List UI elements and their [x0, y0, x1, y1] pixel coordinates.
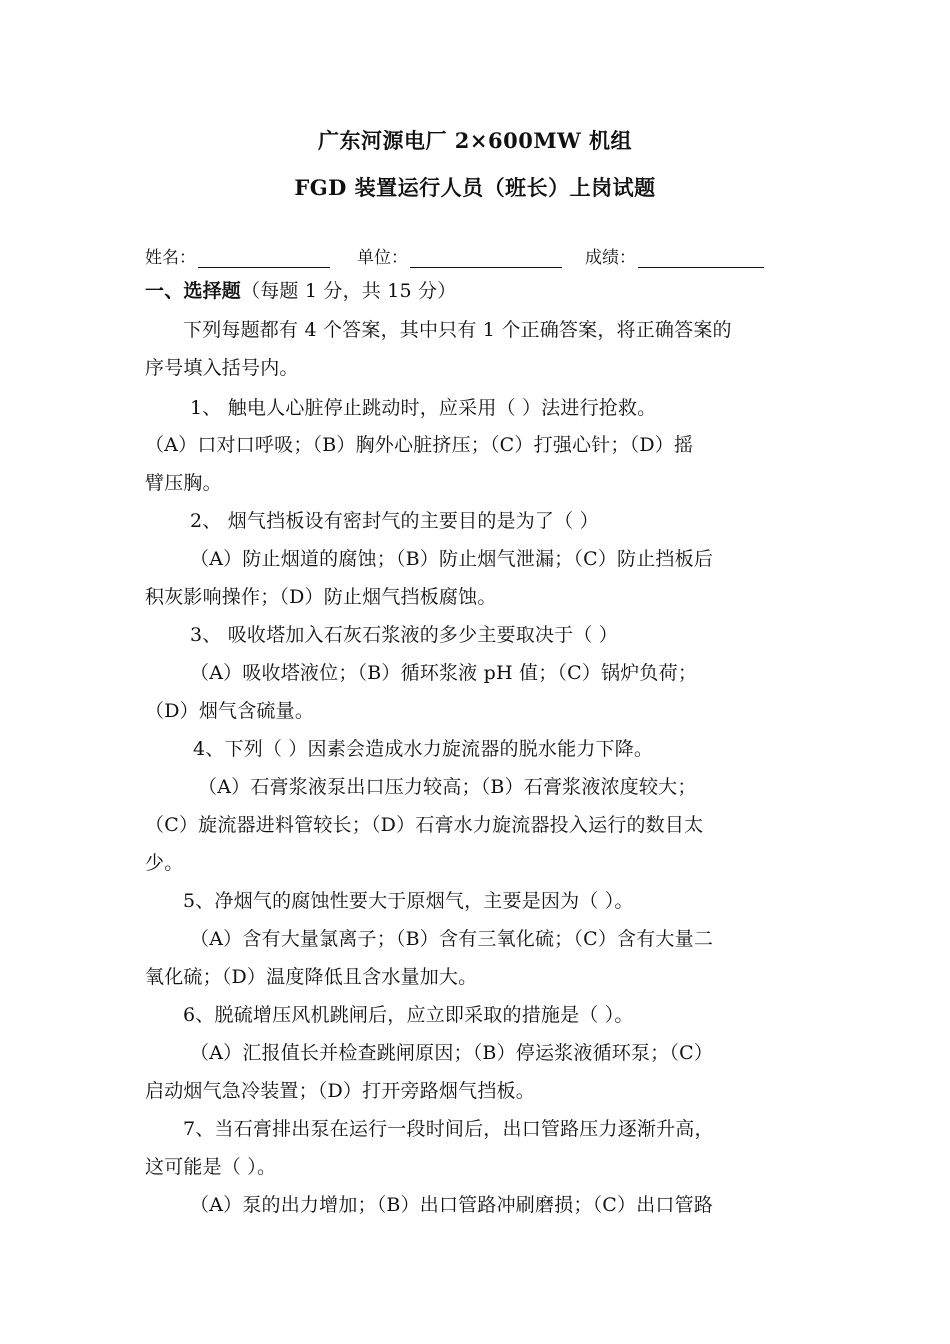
score-field[interactable] — [585, 243, 764, 268]
question-stem: 1、 触电人心脏停止跳动时，应采用（ ）法进行抢救。 — [190, 397, 657, 419]
question-options: 氧化硫；（D）温度降低且含水量加大。 — [145, 966, 478, 988]
unit-blank-line[interactable] — [410, 249, 562, 268]
question-options: 积灰影响操作；（D）防止烟气挡板腐蚀。 — [145, 586, 497, 608]
question-options: 启动烟气急冷装置；（D）打开旁路烟气挡板。 — [145, 1080, 535, 1102]
question-stem: 5、净烟气的腐蚀性要大于原烟气，主要是因为（ ）。 — [183, 890, 634, 912]
section-scoring-note: （每题 1 分，共 15 分） — [241, 280, 457, 302]
instruction-line: 下列每题都有 4 个答案，其中只有 1 个正确答案，将正确答案的 — [183, 319, 732, 341]
question-options: （C）旋流器进料管较长；（D）石膏水力旋流器投入运行的数目太 — [145, 814, 704, 836]
unit-label: 单位： — [357, 248, 408, 268]
question-options: 少。 — [145, 852, 184, 874]
name-blank-line[interactable] — [198, 249, 330, 268]
question-options: （A）含有大量氯离子；（B）含有三氧化硫；（C）含有大量二 — [190, 928, 714, 950]
name-label: 姓名： — [145, 248, 196, 268]
name-field[interactable] — [145, 243, 330, 268]
section-heading — [145, 278, 810, 304]
question-stem: 3、 吸收塔加入石灰石浆液的多少主要取决于（ ） — [190, 624, 618, 646]
question-options: （D）烟气含硫量。 — [145, 700, 315, 722]
question-options: （A）口对口呼吸；（B）胸外心脏挤压；（C）打强心针；（D）摇 — [145, 434, 694, 456]
question-stem: 4、下列（ ）因素会造成水力旋流器的脱水能力下降。 — [193, 738, 654, 760]
question-stem: 2、 烟气挡板设有密封气的主要目的是为了（ ） — [190, 510, 599, 532]
section-title: 一、选择题 — [145, 280, 242, 302]
question-options: （A）汇报值长并检查跳闸原因；（B）停运浆液循环泵；（C） — [190, 1042, 714, 1064]
question-options: （A）防止烟道的腐蚀；（B）防止烟气泄漏；（C）防止挡板后 — [190, 548, 714, 570]
score-label: 成绩： — [585, 248, 636, 268]
question-options: 臂压胸。 — [145, 472, 222, 494]
candidate-info-row — [145, 243, 810, 271]
score-blank-line[interactable] — [638, 249, 764, 268]
instruction-line: 序号填入括号内。 — [145, 357, 299, 379]
unit-field[interactable] — [357, 243, 562, 268]
question-stem: 这可能是（ ）。 — [145, 1156, 277, 1178]
document-title-line1: 广东河源电厂 2×600MW 机组 — [318, 128, 632, 153]
question-options: （A）吸收塔液位；（B）循环浆液 pH 值；（C）锅炉负荷； — [190, 662, 698, 684]
question-stem: 6、脱硫增压风机跳闸后，应立即采取的措施是（ ）。 — [183, 1004, 634, 1026]
question-options: （A）石膏浆液泵出口压力较高；（B）石膏浆液浓度较大； — [198, 776, 697, 798]
document-title-line2: FGD 装置运行人员（班长）上岗试题 — [294, 175, 656, 200]
question-options: （A）泵的出力增加；（B）出口管路冲刷磨损；（C）出口管路 — [190, 1194, 714, 1216]
question-stem: 7、当石膏排出泵在运行一段时间后，出口管路压力逐渐升高， — [183, 1118, 714, 1140]
